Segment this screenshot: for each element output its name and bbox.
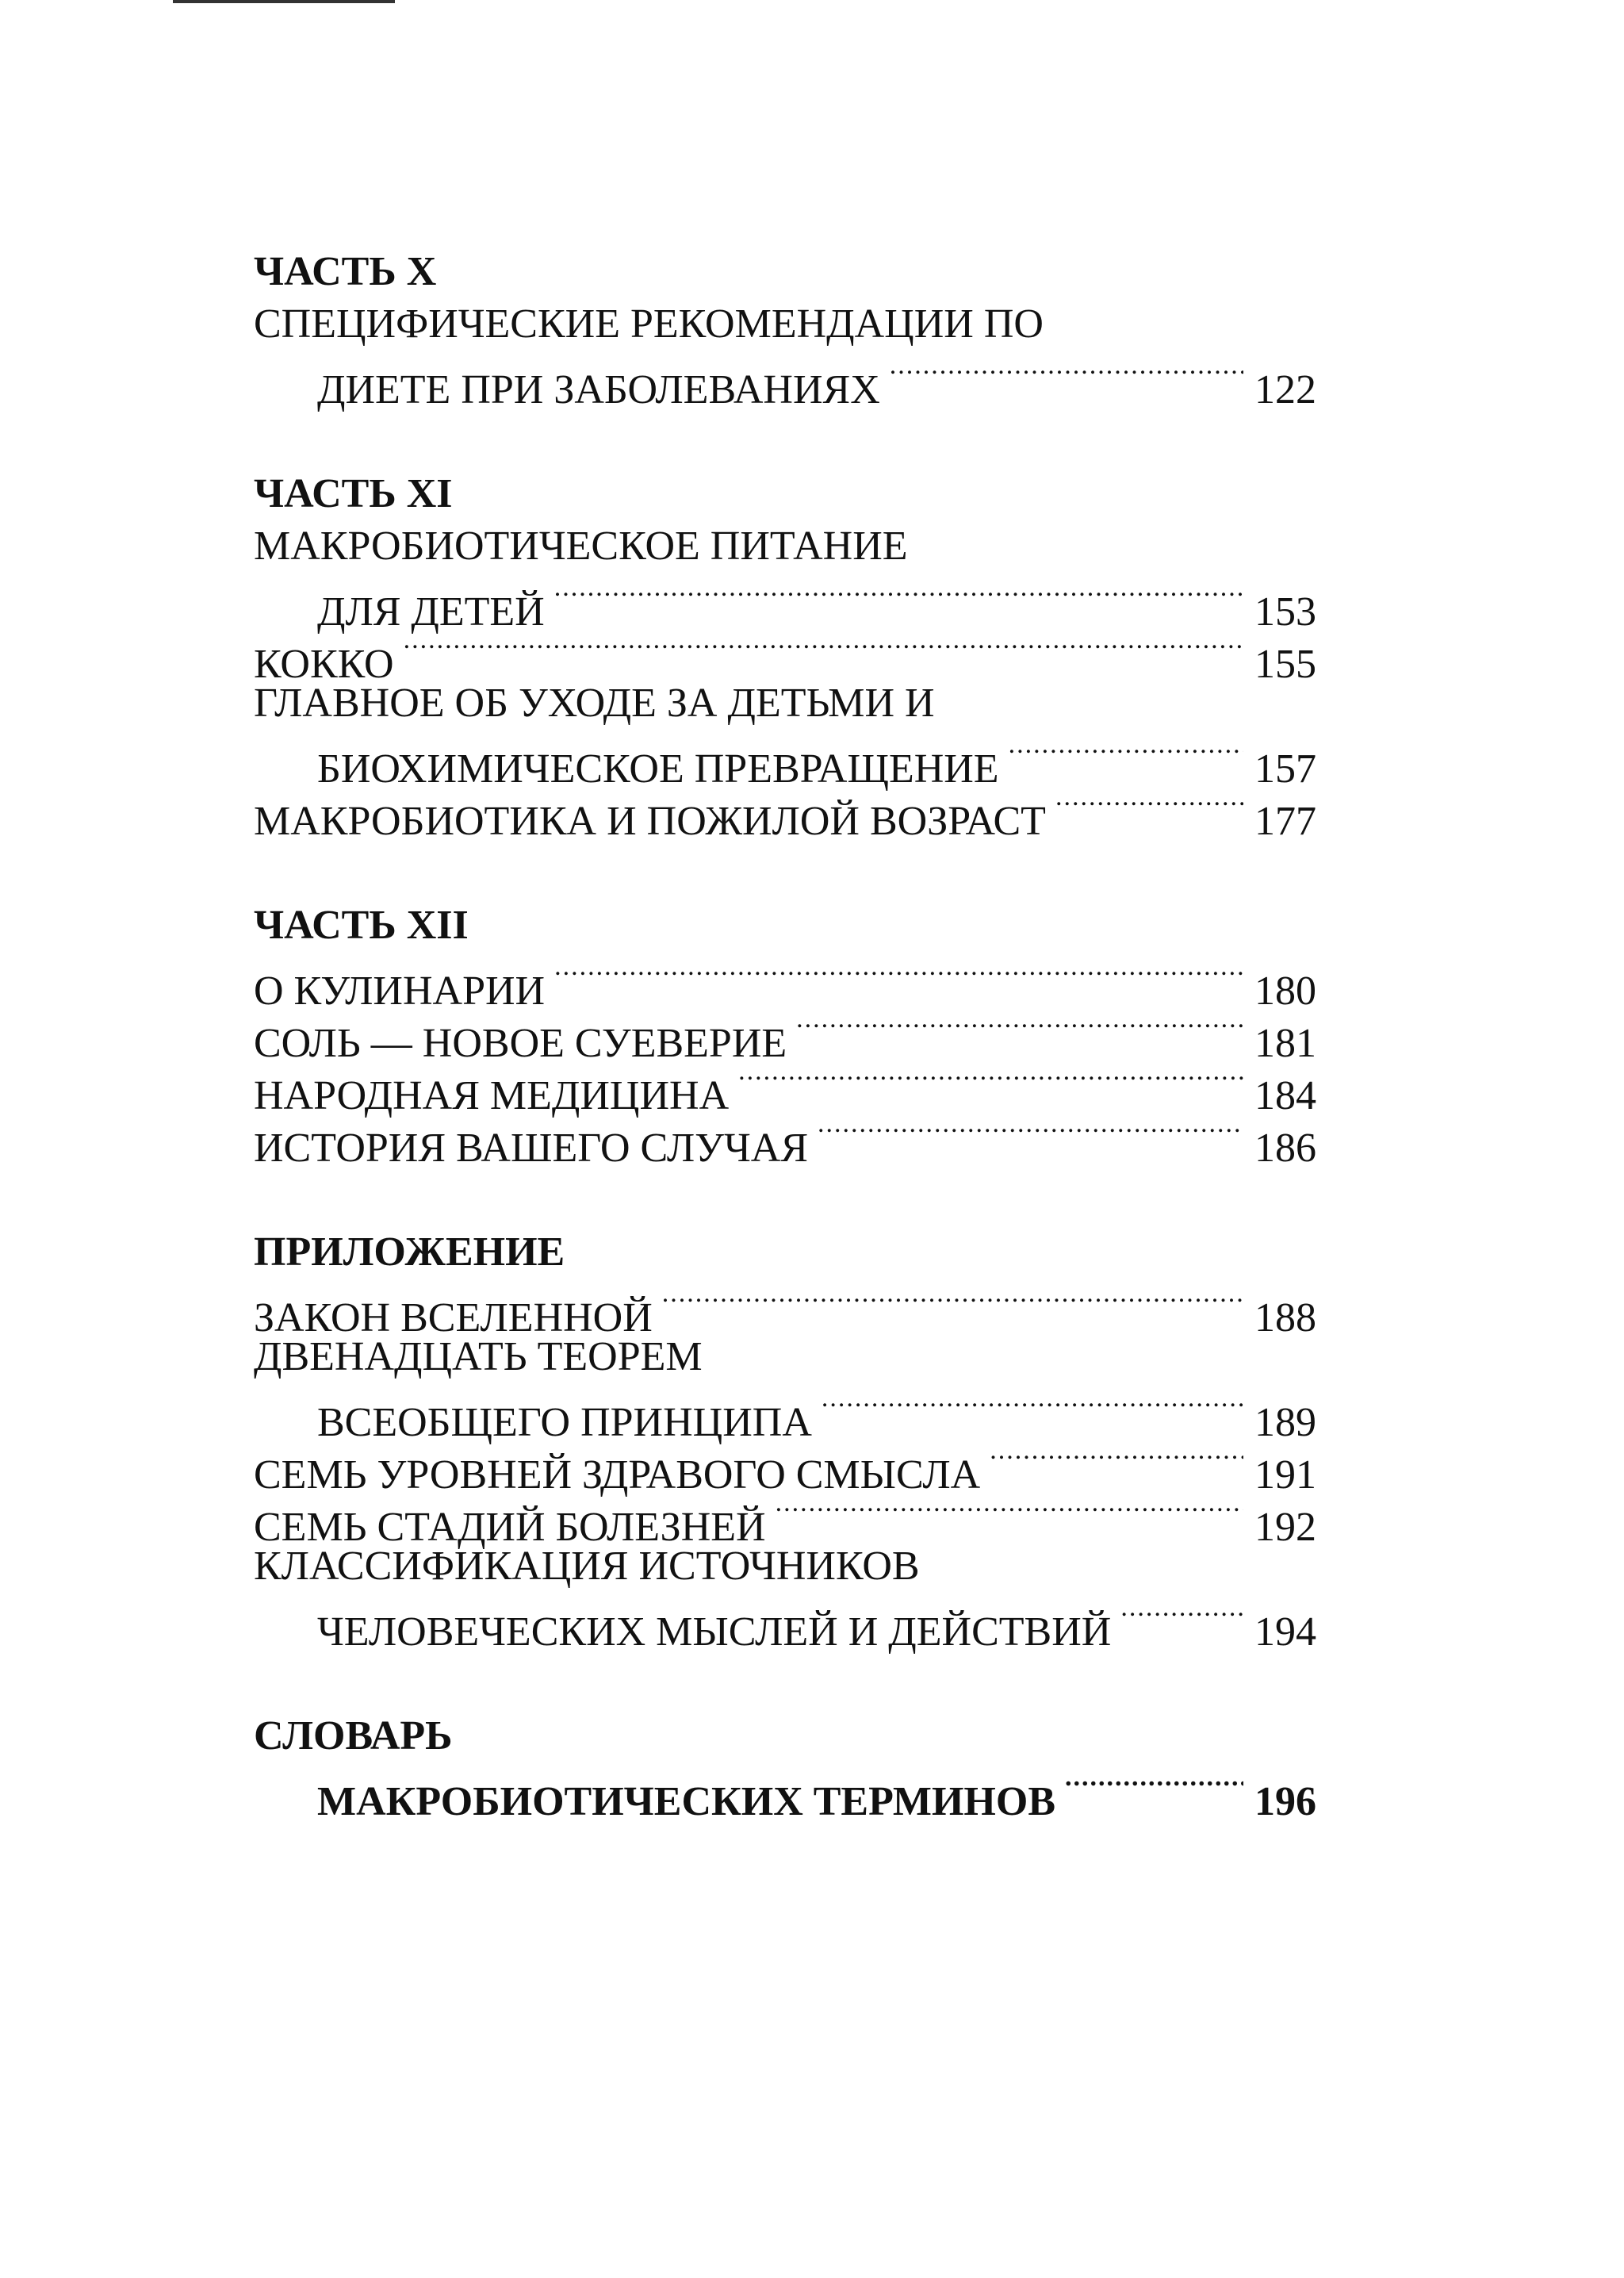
section-heading: ЧАСТЬ X <box>254 249 437 294</box>
toc-entry[interactable] <box>254 1279 1316 1340</box>
section-heading: СЛОВАРЬ <box>254 1713 453 1758</box>
toc-entry[interactable] <box>254 677 1316 792</box>
entry-title: ЗАКОН ВСЕЛЕННОЙ <box>254 1295 653 1340</box>
entry-title: КЛАССИФИКАЦИЯ ИСТОЧНИКОВ <box>254 1544 920 1589</box>
entry-title: СОЛЬ — НОВОЕ СУЕВЕРИЕ <box>254 1021 787 1066</box>
entry-title: КОККО <box>254 642 394 687</box>
top-rule <box>173 0 395 3</box>
toc-entry[interactable] <box>254 1762 1316 1824</box>
dot-leader <box>796 1004 1243 1057</box>
entry-line <box>254 573 1316 635</box>
page-number: 191 <box>1254 1452 1316 1498</box>
entry-title: НАРОДНАЯ МЕДИЦИНА <box>254 1073 730 1118</box>
page-number: 188 <box>1254 1295 1316 1340</box>
dot-leader <box>1120 1593 1243 1645</box>
dot-leader <box>822 1383 1243 1436</box>
entry-line <box>254 351 1316 412</box>
toc-entry[interactable] <box>254 952 1316 1014</box>
dot-leader <box>818 1109 1243 1161</box>
section-heading: ПРИЛОЖЕНИЕ <box>254 1229 565 1275</box>
page-number: 157 <box>1254 746 1316 792</box>
section-heading: ЧАСТЬ XI <box>254 471 453 516</box>
entry-line <box>254 1279 1316 1340</box>
toc-section <box>254 899 1316 1171</box>
page-number: 177 <box>1254 799 1316 844</box>
entry-line <box>254 1593 1316 1655</box>
entry-title: СЕМЬ УРОВНЕЙ ЗДРАВОГО СМЫСЛА <box>254 1452 981 1498</box>
dot-leader <box>990 1436 1243 1488</box>
toc-entry[interactable] <box>254 1540 1316 1655</box>
dot-leader <box>738 1057 1243 1109</box>
table-of-contents <box>254 246 1316 1880</box>
dot-leader <box>890 351 1243 403</box>
entry-title: СЕМЬ СТАДИЙ БОЛЕЗНЕЙ <box>254 1505 766 1550</box>
dot-leader <box>554 952 1243 1004</box>
toc-section <box>254 1226 1316 1655</box>
entry-title: БИОХИМИЧЕСКОЕ ПРЕВРАЩЕНИЕ <box>317 746 999 792</box>
toc-entry[interactable] <box>254 298 1316 412</box>
entry-line <box>254 952 1316 1014</box>
page-number: 180 <box>1254 968 1316 1014</box>
entry-title: О КУЛИНАРИИ <box>254 968 546 1014</box>
page-number: 184 <box>1254 1073 1316 1118</box>
entry-line <box>254 1762 1316 1824</box>
entry-title: ИСТОРИЯ ВАШЕГО СЛУЧАЯ <box>254 1126 809 1171</box>
page-number: 196 <box>1254 1779 1316 1824</box>
entry-line <box>254 1383 1316 1445</box>
toc-section <box>254 468 1316 844</box>
page-number: 153 <box>1254 589 1316 635</box>
entry-title: МАКРОБИОТИЧЕСКИХ ТЕРМИНОВ <box>317 1779 1055 1824</box>
dot-leader <box>1065 1762 1243 1815</box>
toc-section <box>254 1710 1316 1824</box>
entry-title: ГЛАВНОЕ ОБ УХОДЕ ЗА ДЕТЬМИ И <box>254 681 935 726</box>
entry-title: МАКРОБИОТИКА И ПОЖИЛОЙ ВОЗРАСТ <box>254 799 1046 844</box>
entry-title: ДВЕНАДЦАТЬ ТЕОРЕМ <box>254 1334 703 1379</box>
entry-title: МАКРОБИОТИЧЕСКОЕ ПИТАНИЕ <box>254 523 908 569</box>
entry-title: СПЕЦИФИЧЕСКИЕ РЕКОМЕНДАЦИИ ПО <box>254 301 1044 347</box>
entry-line <box>254 298 1316 351</box>
entry-line <box>254 730 1316 792</box>
entry-line <box>254 1540 1316 1593</box>
dot-leader <box>404 625 1243 677</box>
page-number: 192 <box>1254 1505 1316 1550</box>
page-number: 181 <box>1254 1021 1316 1066</box>
entry-line <box>254 520 1316 573</box>
page-number: 155 <box>1254 642 1316 687</box>
page-number: 186 <box>1254 1126 1316 1171</box>
entry-title: ДИЕТЕ ПРИ ЗАБОЛЕВАНИЯХ <box>317 367 880 412</box>
toc-section <box>254 246 1316 412</box>
dot-leader <box>776 1488 1243 1540</box>
entry-line <box>254 625 1316 687</box>
dot-leader <box>662 1279 1243 1331</box>
toc-entry[interactable] <box>254 1331 1316 1445</box>
entry-title: ДЛЯ ДЕТЕЙ <box>317 589 545 635</box>
dot-leader <box>554 573 1243 625</box>
toc-entry[interactable] <box>254 625 1316 687</box>
dot-leader <box>1055 782 1243 834</box>
entry-title: ВСЕОБЩЕГО ПРИНЦИПА <box>317 1400 812 1445</box>
section-heading: ЧАСТЬ XII <box>254 903 469 948</box>
page-number: 189 <box>1254 1400 1316 1445</box>
dot-leader <box>1009 730 1243 782</box>
entry-line <box>254 677 1316 730</box>
entry-title: ЧЕЛОВЕЧЕСКИХ МЫСЛЕЙ И ДЕЙСТВИЙ <box>317 1609 1112 1655</box>
toc-entry[interactable] <box>254 520 1316 635</box>
page-number: 194 <box>1254 1609 1316 1655</box>
page-number: 122 <box>1254 367 1316 412</box>
entry-line <box>254 1331 1316 1383</box>
